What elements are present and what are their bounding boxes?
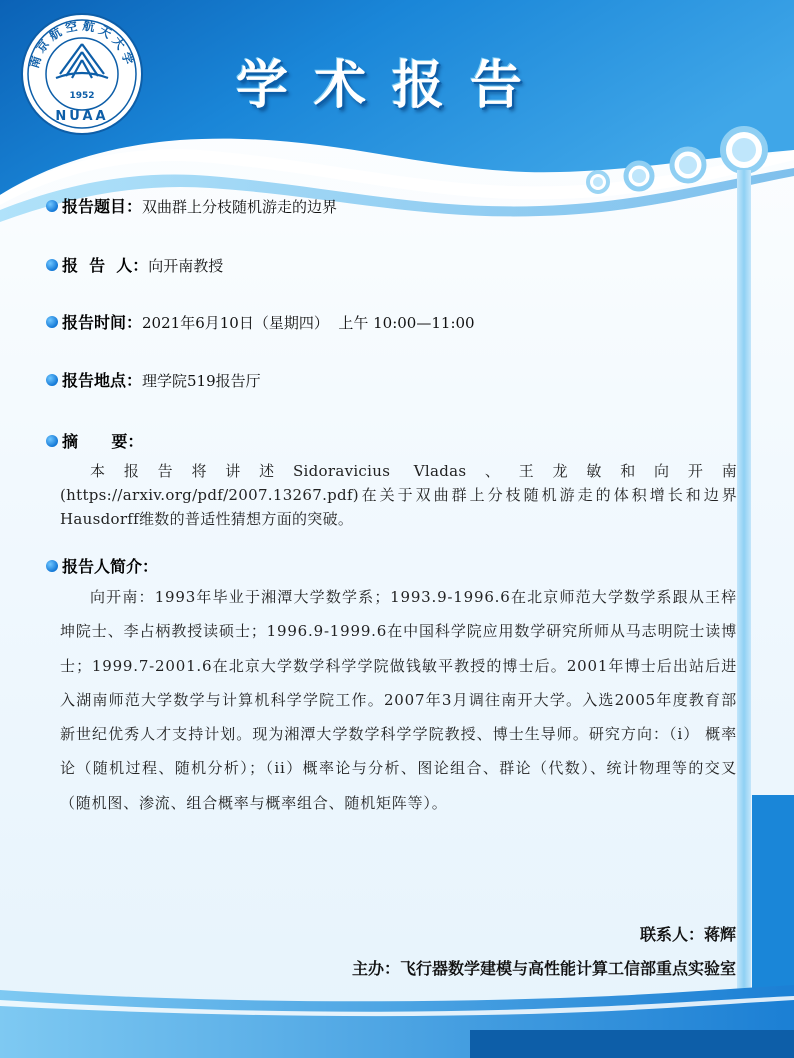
detail-label: 报告时间： xyxy=(62,313,143,332)
bullet-icon xyxy=(46,259,58,271)
bio-text: 向开南：1993年毕业于湘潭大学数学系；1993.9-1996.6在北京师范大学数学系跟从王梓坤院士、李占柄教授读硕士；1996.9-1999.6在中国科学院应用数学研究所师从马志明院士读博士；1999.7-2001.6在北京大学数学科学学院做钱敏平教授的博士后。2001年博士后出站后进入湖南师范大学数学与计算机科学学院工作。2007年3月调往南开大学。入选2005年度教育部新世纪优秀人才支持计划。现为湘潭大学数学科学学院教授、博士生导师。研究方向：（i） 概率论（随机过程、随机分析）；（ii）概率论与分析、图论组合、群论（代数）、统计物理等的交叉（随机图、渗流、组合概率与概率组合、随机矩阵等）。 xyxy=(60,588,737,812)
detail-row-topic xyxy=(46,192,337,222)
bullet-icon xyxy=(46,374,58,386)
bio-label: 报告人简介： xyxy=(62,557,159,576)
detail-value: 向开南教授 xyxy=(148,257,224,275)
university-logo xyxy=(20,12,144,136)
logo-year: 1952 xyxy=(69,91,95,101)
detail-label: 报告题目： xyxy=(62,197,143,216)
logo-abbr: NUAA xyxy=(55,109,109,124)
abstract-label: 摘 要： xyxy=(62,432,144,451)
detail-value: 2021年6月10日（星期四） 上午 10:00—11:00 xyxy=(142,314,475,332)
detail-label: 报 告 人： xyxy=(62,256,149,275)
abstract-heading xyxy=(46,427,143,457)
detail-row-speaker xyxy=(46,251,223,281)
bullet-icon xyxy=(46,200,58,212)
bio-heading xyxy=(46,552,158,582)
abstract-text: 本报告将讲述Sidoravicius Vladas、王龙敏和向开南(https://arxiv.org/pdf/2007.13267.pdf)在关于双曲群上分枝随机游走的体积增长和边界Hausdorff维数的普适性猜想方面的突破。 xyxy=(60,462,737,528)
detail-value: 双曲群上分枝随机游走的边界 xyxy=(142,198,338,216)
detail-label: 报告地点： xyxy=(62,371,143,390)
bullet-icon xyxy=(46,316,58,328)
detail-row-time xyxy=(46,308,475,338)
detail-row-location xyxy=(46,366,261,396)
poster-title: 学术报告 xyxy=(236,56,549,116)
contact-person: 联系人：蒋辉 xyxy=(639,925,736,944)
bullet-icon xyxy=(46,435,58,447)
bullet-icon xyxy=(46,560,58,572)
logo-name-path: 南京航空航天大学 xyxy=(27,18,137,70)
host-organization: 主办：飞行器数学建模与高性能计算工信部重点实验室 xyxy=(351,959,736,978)
detail-value: 理学院519报告厅 xyxy=(142,372,261,390)
